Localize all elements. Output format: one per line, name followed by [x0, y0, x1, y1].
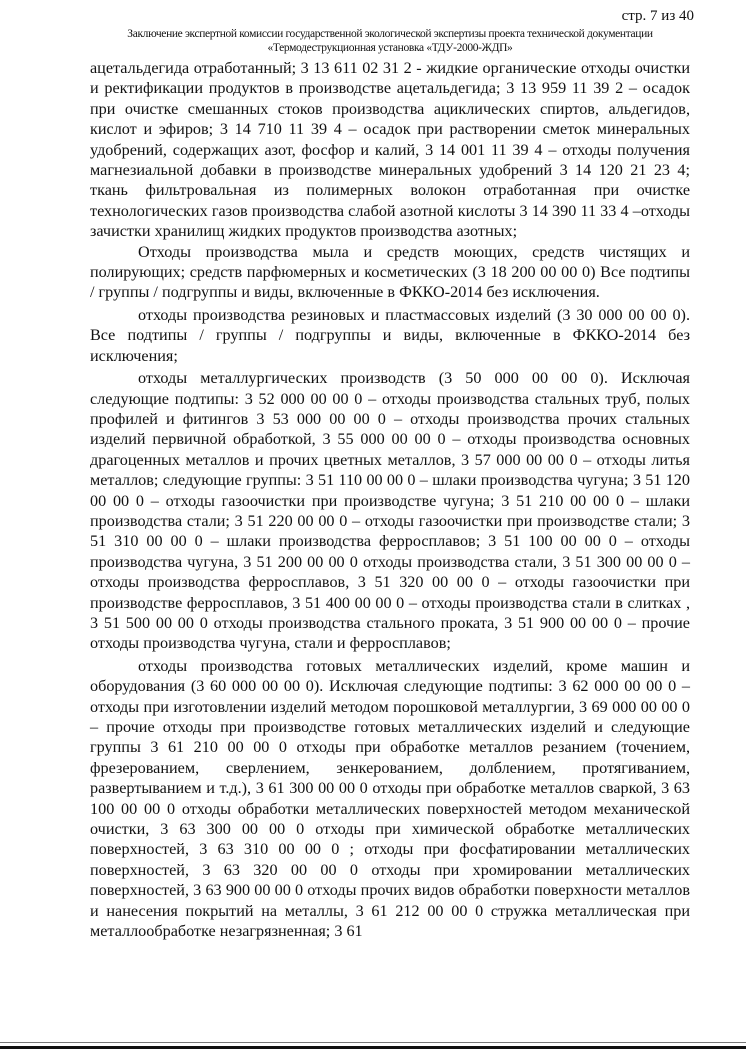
document-body: [90, 58, 690, 941]
scan-edge-line: [0, 1042, 746, 1043]
page-number: стр. 7 из 40: [621, 8, 694, 24]
paragraph-rubber-plastic: отходы производства резиновых и пластмассовых изделий (3 30 000 00 00 0). Все подтипы / группы / подгруппы и виды, включенные в ФККО-2014 без исключения;: [90, 305, 690, 365]
paragraph-continuation: ацетальдегида отработанный; 3 13 611 02 31 2 - жидкие органические отходы очистки и ректификации продуктов в производстве ацетальдегида; 3 13 959 11 39 2 – осадок при очистке смешанных стоков производства ациклических спиртов, альдегидов, кислот и эфиров; 3 14 710 11 39 4 – осадок при растворении сметок минеральных удобрений, содержащих азот, фосфор и калий, 3 14 001 11 39 4 – отходы получения магнезиальной добавки в производстве минеральных удобрений 3 14 120 21 23 4; ткань фильтровальная из полимерных волокон отработанная при очистке технологических газов производства слабой азотной кислоты 3 14 390 11 33 4 –отходы зачистки хранилищ жидких продуктов производства азотных;: [90, 59, 690, 241]
paragraph-metal-products: отходы производства готовых металлических изделий, кроме машин и оборудования (3 60 000 00 00 0). Исключая следующие подтипы: 3 62 000 00 00 0 – отходы при изготовлении изделий методом порошковой металлургии, 3 69 000 00 00 0 – прочие отходы при производстве готовых металлических изделий и следующие группы 3 61 210 00 00 0 отходы при обработке металлов резанием (точением, фрезерованием, сверлением, зенкерованием, долблением, протягиванием, развертыванием и т.д.), 3 61 300 00 00 0 отходы при обработке металлов сваркой, 3 63 100 00 00 0 отходы обработки металлических поверхностей методом механической очистки, 3 63 300 00 00 0 отходы при химической обработке металлических поверхностей, 3 63 310 00 00 0 ; отходы при фосфатировании металлических поверхностей, 3 63 320 00 00 0 отходы при хромировании металлических поверхностей, 3 63 900 00 00 0 отходы прочих видов обработки поверхности металлов и нанесения покрытий на металлы, 3 61 212 00 00 0 стружка металлическая при металлообработке незагрязненная; 3 61: [90, 656, 690, 941]
running-header: Заключение экспертной комиссии государственной экологической экспертизы проекта технической документации «Термодеструкционная установка «ТДУ-2000-ЖДП»: [127, 28, 653, 54]
paragraph-metallurgical: отходы металлургических производств (3 50 000 00 00 0). Исключая следующие подтипы: 3 52 000 00 00 0 – отходы производства стальных труб, полых профилей и фитингов 3 53 000 00 00 0 – отходы производства прочих стальных изделий первичной обработкой, 3 55 000 00 00 0 – отходы производства основных драгоценных металлов и прочих цветных металлов, 3 57 000 00 00 0 – отходы литья металлов; следующие группы: 3 51 110 00 00 0 – шлаки производства чугуна; 3 51 120 00 00 0 – отходы газоочистки при производстве чугуна; 3 51 210 00 00 0 – шлаки производства стали; 3 51 220 00 00 0 – отходы газоочистки при производстве стали; 3 51 310 00 00 0 – шлаки производства ферросплавов; 3 51 100 00 00 0 – отходы производства чугуна, 3 51 200 00 00 0 отходы производства стали, 3 51 300 00 00 0 – отходы производства ферросплавов, 3 51 320 00 00 0 – отходы газоочистки при производстве ферросплавов, 3 51 400 00 00 0 – отходы производства стали в слитках , 3 51 500 00 00 0 отходы производства стального проката, 3 51 900 00 00 0 – прочие отходы производства чугуна, стали и ферросплавов;: [90, 369, 690, 653]
scan-bottom-edge: [0, 1046, 746, 1049]
paragraph-soap-detergents: Отходы производства мыла и средств моющих, средств чистящих и полирующих; средств парфюмерных и косметических (3 18 200 00 00 0) Все подтипы / группы / подгруппы и виды, включенные в ФККО-2014 без исключения.: [90, 242, 690, 302]
